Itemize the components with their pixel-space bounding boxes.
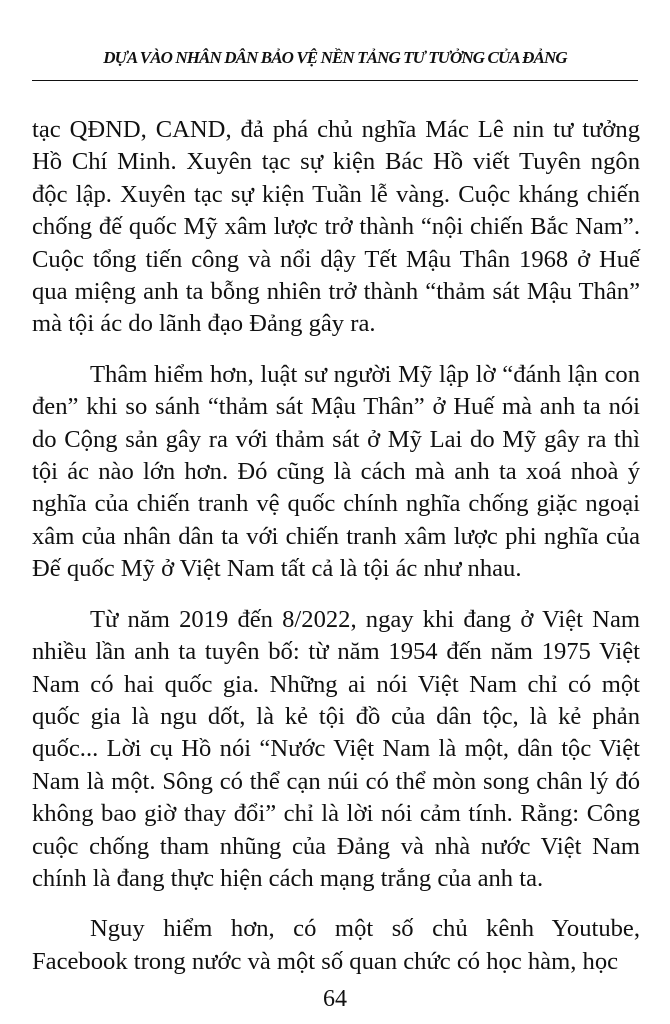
paragraph: Thâm hiểm hơn, luật sư người Mỹ lập lờ “đánh lận con đen” khi so sánh “thảm sát Mậu Thân” ở Huế mà anh ta nói do Cộng sản gây ra với thảm sát ở Mỹ Lai do Mỹ gây ra thì tội ác nào lớn hơn. Đó cũng là cách mà anh ta xoá nhoà ý nghĩa của chiến tranh vệ quốc chính nghĩa chống giặc ngoại xâm của nhân dân ta với chiến tranh xâm lược phi nghĩa của Đế quốc Mỹ ở Việt Nam tất cả là tội ác như nhau. [32, 360, 640, 583]
page-number: 64 [323, 986, 347, 1012]
paragraph: Từ năm 2019 đến 8/2022, ngay khi đang ở Việt Nam nhiều lần anh ta tuyên bố: từ năm 1954 đến năm 1975 Việt Nam có hai quốc gia. Những ai nói Việt Nam chỉ có một quốc gia là ngu dốt, là kẻ tội đồ của dân tộc, là kẻ phản quốc... Lời cụ Hồ nói “Nước Việt Nam là một, dân tộc Việt Nam là một. Sông có thể cạn núi có thể mòn song chân lý đó không bao giờ thay đổi” chỉ là lời nói cảm tính. Rằng: Công cuộc chống tham nhũng của Đảng và nhà nước Việt Nam chính là đang thực hiện cách mạng trắng của anh ta. [32, 605, 640, 892]
body-text [32, 114, 640, 978]
paragraph-continued: tạc QĐND, CAND, đả phá chủ nghĩa Mác Lê nin tư tưởng Hồ Chí Minh. Xuyên tạc sự kiện Bác Hồ viết Tuyên ngôn độc lập. Xuyên tạc sự kiện Tuần lễ vàng. Cuộc kháng chiến chống đế quốc Mỹ xâm lược trở thành “nội chiến Bắc Nam”. Cuộc tổng tiến công và nổi dậy Tết Mậu Thân 1968 ở Huế qua miệng anh ta bỗng nhiên trở thành “thảm sát Mậu Thân” mà tội ác do lãnh đạo Đảng gây ra. [32, 116, 640, 338]
header-divider [32, 80, 638, 81]
paragraph: Nguy hiểm hơn, có một số chủ kênh Youtube, Facebook trong nước và một số quan chức có học hàm, học [32, 915, 640, 975]
running-header: DỰA VÀO NHÂN DÂN BẢO VỆ NỀN TẢNG TƯ TƯỞNG CỦA ĐẢNG [103, 48, 567, 67]
